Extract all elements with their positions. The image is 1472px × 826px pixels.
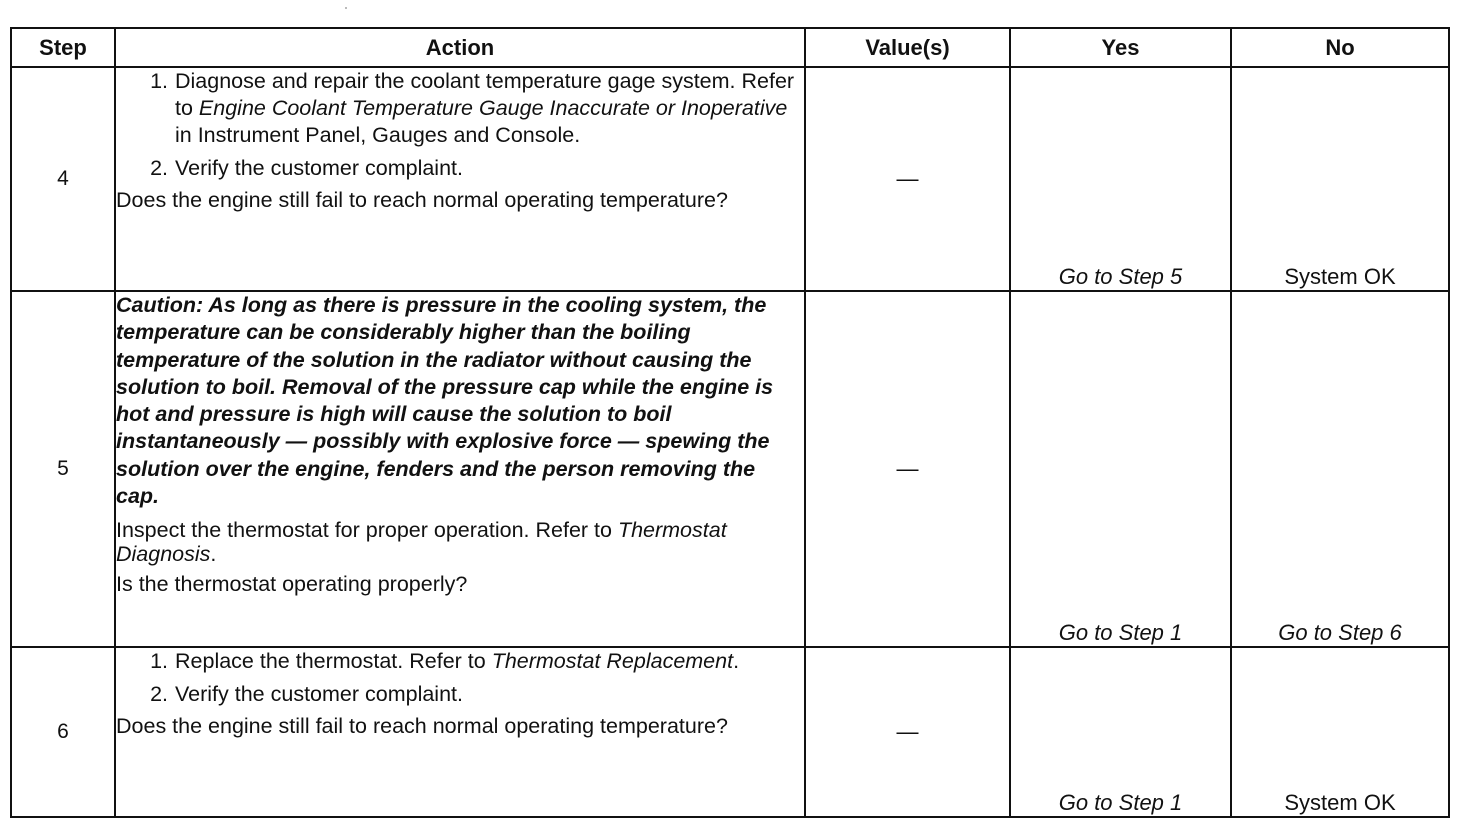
question-text: Does the engine still fail to reach normal operating temperature?: [116, 714, 728, 738]
action-item-1: 1. Replace the thermostat. Refer to Thermostat Replacement.: [174, 648, 804, 675]
scan-speck: [345, 7, 347, 9]
header-values: Value(s): [805, 28, 1010, 67]
action-item-2: 2. Verify the customer complaint.: [174, 681, 804, 708]
question-text: Does the engine still fail to reach normal operating temperature?: [116, 188, 728, 212]
no-result: System OK: [1231, 647, 1449, 817]
yes-result: Go to Step 1: [1010, 291, 1231, 647]
header-step: Step: [11, 28, 115, 67]
question-text: Is the thermostat operating properly?: [116, 572, 468, 597]
action-item-1: 1. Diagnose and repair the coolant temperature gage system. Refer to Engine Coolant Temperature Gauge Inaccurate or Inoperative in Instrument Panel, Gauges and Console.: [174, 68, 804, 149]
step-number: 5: [11, 291, 115, 647]
step-number: 6: [11, 647, 115, 817]
header-no: No: [1231, 28, 1449, 67]
header-row: [11, 28, 1449, 67]
diagnostic-table: [10, 27, 1450, 818]
action-cell: [115, 647, 805, 817]
header-yes: Yes: [1010, 28, 1231, 67]
no-result: Go to Step 6: [1231, 291, 1449, 647]
value-cell: —: [805, 291, 1010, 647]
table-row-step-5: [11, 291, 1449, 647]
action-item-2: 2. Verify the customer complaint.: [174, 155, 804, 182]
table-row-step-6: [11, 647, 1449, 817]
reference-link-text: Thermostat Replacement: [491, 649, 734, 673]
action-list: [116, 68, 804, 182]
action-list: [116, 648, 804, 708]
reference-link-text: Thermostat Diagnosis: [116, 518, 727, 567]
no-result: System OK: [1231, 67, 1449, 291]
action-cell: [115, 67, 805, 291]
reference-link-text: Engine Coolant Temperature Gauge Inaccurate or Inoperative: [198, 96, 788, 120]
value-cell: —: [805, 67, 1010, 291]
table-row-step-4: [11, 67, 1449, 291]
header-action: Action: [115, 28, 805, 67]
action-cell: [115, 291, 805, 647]
caution-text: Caution: As long as there is pressure in the cooling system, the temperature can be considerably higher than the boiling temperature of the solution in the radiator without causing the solution to boil. Removal of the pressure cap while the engine is hot and pressure is high will cause the solution to boil instantaneously — possibly with explosive force — spewing the solution over the engine, fenders and the person removing the cap.: [116, 293, 774, 509]
yes-result: Go to Step 1: [1010, 647, 1231, 817]
yes-result: Go to Step 5: [1010, 67, 1231, 291]
inspect-instruction: Inspect the thermostat for proper operation. Refer to Thermostat Diagnosis.: [116, 518, 727, 567]
step-number: 4: [11, 67, 115, 291]
value-cell: —: [805, 647, 1010, 817]
